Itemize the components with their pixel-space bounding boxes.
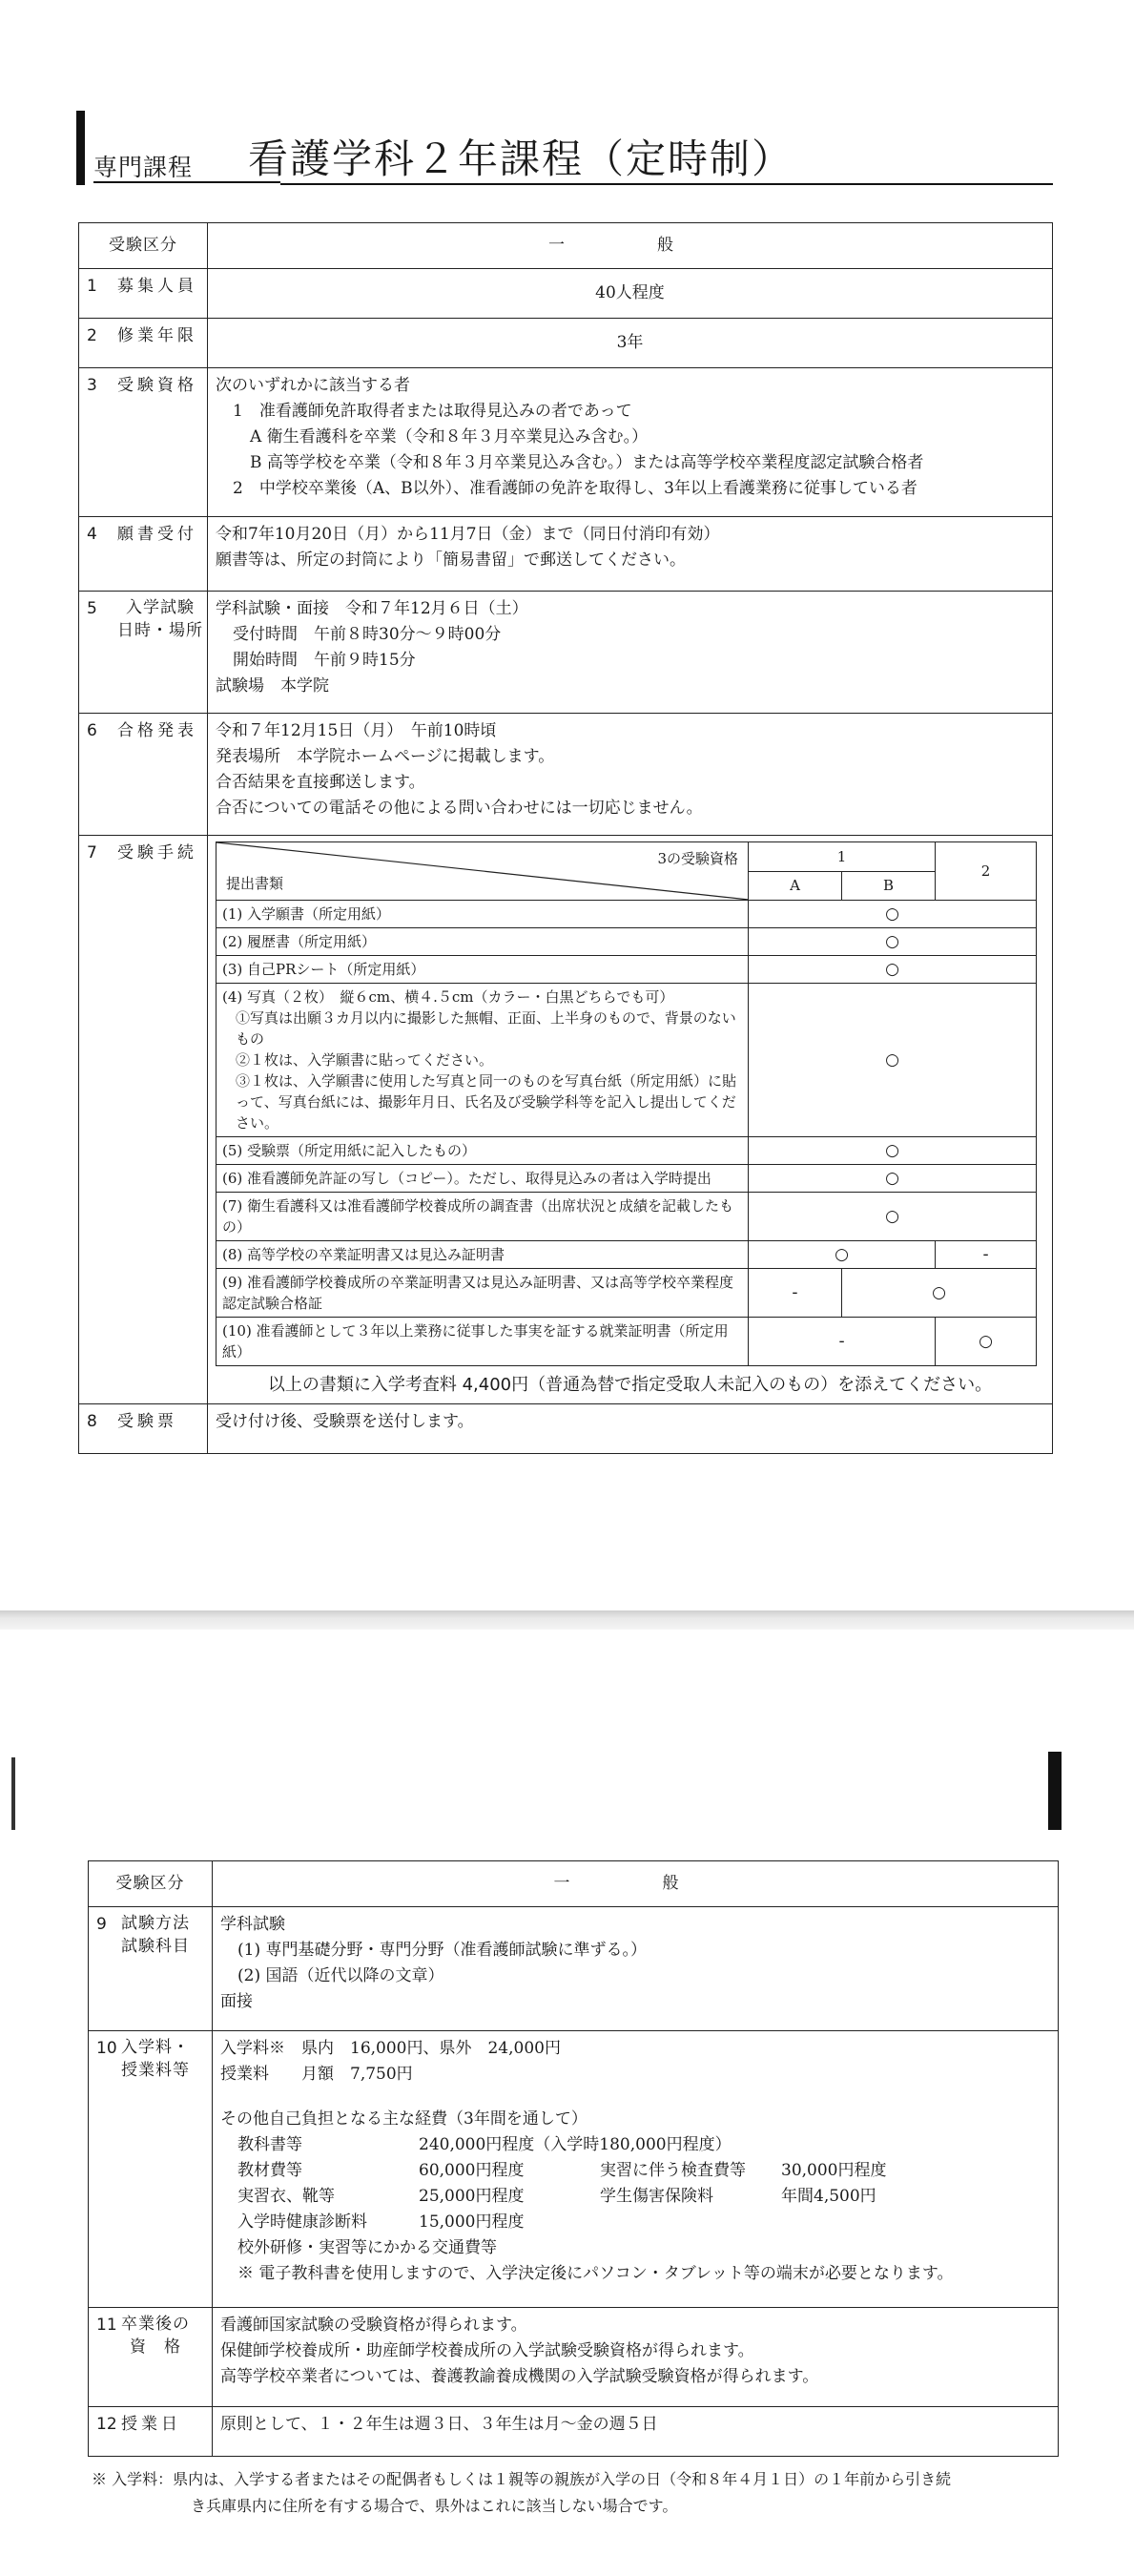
cost-item: 学生傷害保険料 — [600, 2187, 713, 2206]
row-number: 6 — [87, 721, 97, 740]
text-line: 1 准看護師免許取得者または取得見込みの者であって — [233, 402, 632, 421]
cost-amount: 30,000円程度 — [781, 2161, 887, 2180]
page-title: 看護学科２年課程（定時制） — [248, 135, 794, 182]
col-qualification-1: 1 — [749, 842, 936, 872]
row-label: 日時・場所 — [117, 621, 203, 640]
exam-fee-note: 以上の書類に入学考査料 4,400円（普通為替で指定受取人未記入のもの）を添えてください。 — [267, 1375, 993, 1395]
scan-mark — [11, 1757, 15, 1830]
text-line: 令和7年10月20日（月）から11月7日（金）まで（同日付消印有効） — [216, 525, 720, 544]
text-line: 開始時間 午前９時15分 — [233, 651, 416, 670]
row-number: 12 — [96, 2415, 117, 2434]
document-row — [216, 1165, 1037, 1193]
table-row — [79, 319, 1053, 368]
text-line: 高等学校卒業者については、養護教諭養成機関の入学試験受験資格が得られます。 — [220, 2367, 819, 2386]
capacity-value: 40人程度 — [595, 283, 665, 302]
table-row — [79, 269, 1053, 319]
row-number: 2 — [87, 326, 97, 345]
document-row — [216, 1241, 1037, 1269]
text-line: その他自己負担となる主な経費（3年間を通して） — [220, 2109, 588, 2129]
page-separator — [0, 1610, 1134, 1630]
row-label: 願書受付 — [117, 525, 197, 544]
document-name: (9) 准看護師学校養成所の卒業証明書又は見込み証明書、又は高等学校卒業程度認定試験合格証 — [216, 1269, 749, 1318]
document-name: (1) 入学願書（所定用紙） — [216, 901, 749, 928]
cost-amount: 25,000円程度 — [419, 2187, 525, 2206]
document-row — [216, 928, 1037, 956]
footnote-line: き兵庫県内に住所を有する場合で、県外はこれに該当しない場合です。 — [191, 2497, 678, 2515]
col-a: A — [749, 871, 842, 901]
text-line: 面接 — [220, 1992, 253, 2011]
text-line: A 衛生看護科を卒業（令和８年３月卒業見込み含む。） — [250, 427, 649, 447]
requirement-mark: ○ — [842, 1269, 1037, 1318]
row-label: 合格発表 — [117, 721, 197, 740]
category-value: 一 般 — [553, 1874, 717, 1893]
row-label: 入学料・ — [121, 2038, 190, 2057]
document-row — [216, 1193, 1037, 1241]
document-name: (4) 写真（２枚） 縦６cm、横４.５cm（カラー・白黒どちらでも可） — [222, 988, 674, 1006]
row-number: 3 — [87, 376, 97, 395]
row-label: 受験手続 — [117, 843, 197, 862]
cost-item: 実習衣、靴等 — [237, 2187, 335, 2206]
document-row — [216, 1318, 1037, 1366]
requirement-mark: - — [749, 1269, 842, 1318]
footnote — [92, 2466, 1055, 2520]
requirement-mark: ○ — [749, 1137, 1037, 1165]
text-line: 授業料 月額 7,750円 — [220, 2065, 413, 2084]
document-name: (7) 衛生看護科又は准看護師学校養成所の調査書（出席状況と成績を記載したもの） — [216, 1193, 749, 1241]
document-row — [216, 1137, 1037, 1165]
document-subnote: ③１枚は、入学願書に使用した写真と同一のものを写真台紙（所定用紙）に貼って、写真台紙には、撮影年月日、氏名及び受験学科等を記入し提出してください。 — [236, 1072, 737, 1132]
table-row — [89, 2407, 1059, 2457]
document-row — [216, 956, 1037, 984]
text-line: B 高等学校を卒業（令和８年３月卒業見込み含む。）または高等学校卒業程度認定試験合格者 — [250, 453, 924, 472]
cost-item: 入学時健康診断料 — [237, 2212, 367, 2232]
text-line: (2) 国語（近代以降の文章） — [237, 1966, 444, 1985]
requirement-mark: ○ — [749, 928, 1037, 956]
requirements-table-continued — [88, 1860, 1059, 2457]
row-number: 1 — [87, 277, 97, 296]
duration-value: 3年 — [616, 333, 644, 352]
document-name: (10) 准看護師として３年以上業務に従事した事実を証する就業証明書（所定用紙） — [216, 1318, 749, 1366]
cost-amount: 240,000円程度（入学時180,000円程度） — [419, 2135, 732, 2154]
row-number: 9 — [96, 1915, 107, 1934]
text-line: 発表場所 本学院ホームページに掲載します。 — [216, 747, 555, 766]
text-line: 保健師学校養成所・助産師学校養成所の入学試験受験資格が得られます。 — [220, 2341, 754, 2360]
table-header-row — [79, 223, 1053, 269]
text-line: 原則として、１・２年生は週３日、３年生は月〜金の週５日 — [220, 2415, 658, 2434]
scan-mark — [1048, 1752, 1062, 1830]
row-label: 入学試験 — [126, 598, 195, 617]
document-row — [216, 984, 1037, 1137]
text-line: 入学料※ 県内 16,000円、県外 24,000円 — [220, 2039, 561, 2058]
row-label: 授業日 — [121, 2415, 181, 2434]
row-label: 受験資格 — [117, 376, 197, 395]
document-name: (5) 受験票（所定用紙に記入したもの） — [216, 1137, 749, 1165]
text-line: 合否結果を直接郵送します。 — [216, 773, 425, 792]
category-label: 受験区分 — [79, 223, 208, 269]
requirement-mark: ○ — [749, 984, 1037, 1137]
table-header-row — [89, 1861, 1059, 1907]
text-line: 学科試験・面接 令和７年12月６日（土） — [216, 599, 528, 618]
course-tag: 専門課程 — [93, 154, 194, 181]
document-row — [216, 1269, 1037, 1318]
text-line: 2 中学校卒業後（A、B以外）、准看護師の免許を取得し、3年以上看護業務に従事している者 — [233, 479, 918, 498]
row-label: 募集人員 — [117, 277, 197, 296]
text-line: ※ 電子教科書を使用しますので、入学決定後にパソコン・タブレット等の端末が必要となります。 — [237, 2264, 954, 2283]
text-line: 合否についての電話その他による問い合わせには一切応じません。 — [216, 799, 703, 818]
text-line: 受け付け後、受験票を送付します。 — [216, 1412, 474, 1431]
row-label: 資 格 — [130, 2337, 181, 2357]
category-value: 一 般 — [548, 236, 711, 255]
diagonal-header-cell — [216, 842, 749, 901]
category-label: 受験区分 — [89, 1861, 213, 1907]
row-number: 10 — [96, 2039, 117, 2058]
table-row — [79, 592, 1053, 714]
requirement-mark: ○ — [749, 1165, 1037, 1193]
documents-header: 提出書類 — [226, 875, 284, 892]
text-line: 看護師国家試験の受験資格が得られます。 — [220, 2316, 527, 2335]
document-name: (2) 履歴書（所定用紙） — [216, 928, 749, 956]
text-line: 試験場 本学院 — [216, 676, 329, 696]
row-number: 4 — [87, 525, 97, 544]
cost-amount: 年間4,500円 — [781, 2187, 876, 2206]
document-subnote: ②１枚は、入学願書に貼ってください。 — [236, 1051, 494, 1069]
requirement-mark: ○ — [749, 901, 1037, 928]
text-line: (1) 専門基礎分野・専門分野（准看護師試験に準ずる。） — [237, 1941, 647, 1960]
table-row — [79, 368, 1053, 517]
cost-item: 実習に伴う検査費等 — [600, 2161, 746, 2180]
row-number: 5 — [87, 599, 97, 618]
cost-amount: 60,000円程度 — [419, 2161, 525, 2180]
header-bar — [76, 111, 85, 185]
requirements-table — [78, 222, 1053, 1454]
document-row — [216, 901, 1037, 928]
cost-item: 教科書等 — [237, 2135, 302, 2154]
section-header — [76, 107, 1053, 185]
table-row — [89, 2308, 1059, 2407]
document-name: (8) 高等学校の卒業証明書又は見込み証明書 — [216, 1241, 749, 1269]
col-qualification-2: 2 — [936, 842, 1037, 901]
row-label: 授業料等 — [121, 2061, 190, 2080]
requirement-mark: ○ — [749, 1241, 936, 1269]
cost-item: 教材費等 — [237, 2161, 302, 2180]
requirement-mark: ○ — [936, 1318, 1037, 1366]
table-row — [89, 1907, 1059, 2031]
cost-amount: 15,000円程度 — [419, 2212, 525, 2232]
title-underline — [280, 183, 1053, 185]
text-line: 願書等は、所定の封筒により「簡易書留」で郵送してください。 — [216, 551, 686, 570]
requirement-mark: ○ — [749, 956, 1037, 984]
col-b: B — [842, 871, 936, 901]
document-name: (3) 自己PRシート（所定用紙） — [216, 956, 749, 984]
requirement-mark: - — [749, 1318, 936, 1366]
text-line: 次のいずれかに該当する者 — [216, 376, 410, 395]
text-line: 令和７年12月15日（月） 午前10時頃 — [216, 721, 497, 740]
row-label: 卒業後の — [121, 2315, 190, 2334]
text-line: 学科試験 — [220, 1915, 285, 1934]
document-subnote: ①写真は出願３カ月以内に撮影した無帽、正面、上半身のもので、背景のないもの — [236, 1009, 736, 1048]
required-documents-table — [216, 841, 1037, 1366]
table-row — [79, 714, 1053, 836]
text-line: 受付時間 午前８時30分〜９時00分 — [233, 625, 502, 644]
table-row — [79, 517, 1053, 592]
row-label: 試験科目 — [121, 1937, 190, 1956]
row-number: 8 — [87, 1412, 97, 1431]
row-number: 11 — [96, 2316, 117, 2335]
table-row — [79, 836, 1053, 1404]
row-label: 受験票 — [117, 1412, 177, 1431]
footnote-line: ※ 入学料：県内は、入学する者またはその配偶者もしくは１親等の親族が入学の日（令和８年４月１日）の１年前から引き続 — [92, 2470, 952, 2488]
row-label: 試験方法 — [121, 1914, 190, 1933]
cost-list — [220, 2132, 1050, 2235]
text-line: 校外研修・実習等にかかる交通費等 — [237, 2238, 497, 2257]
table-row — [89, 2031, 1059, 2308]
requirement-mark: - — [936, 1241, 1037, 1269]
row-number: 7 — [87, 843, 97, 862]
document-name: (6) 准看護師免許証の写し（コピー）。ただし、取得見込みの者は入学時提出 — [216, 1165, 749, 1193]
row-label: 修業年限 — [117, 326, 197, 345]
qualification-header: 3の受験資格 — [657, 850, 738, 867]
table-row — [79, 1404, 1053, 1454]
requirement-mark: ○ — [749, 1193, 1037, 1241]
